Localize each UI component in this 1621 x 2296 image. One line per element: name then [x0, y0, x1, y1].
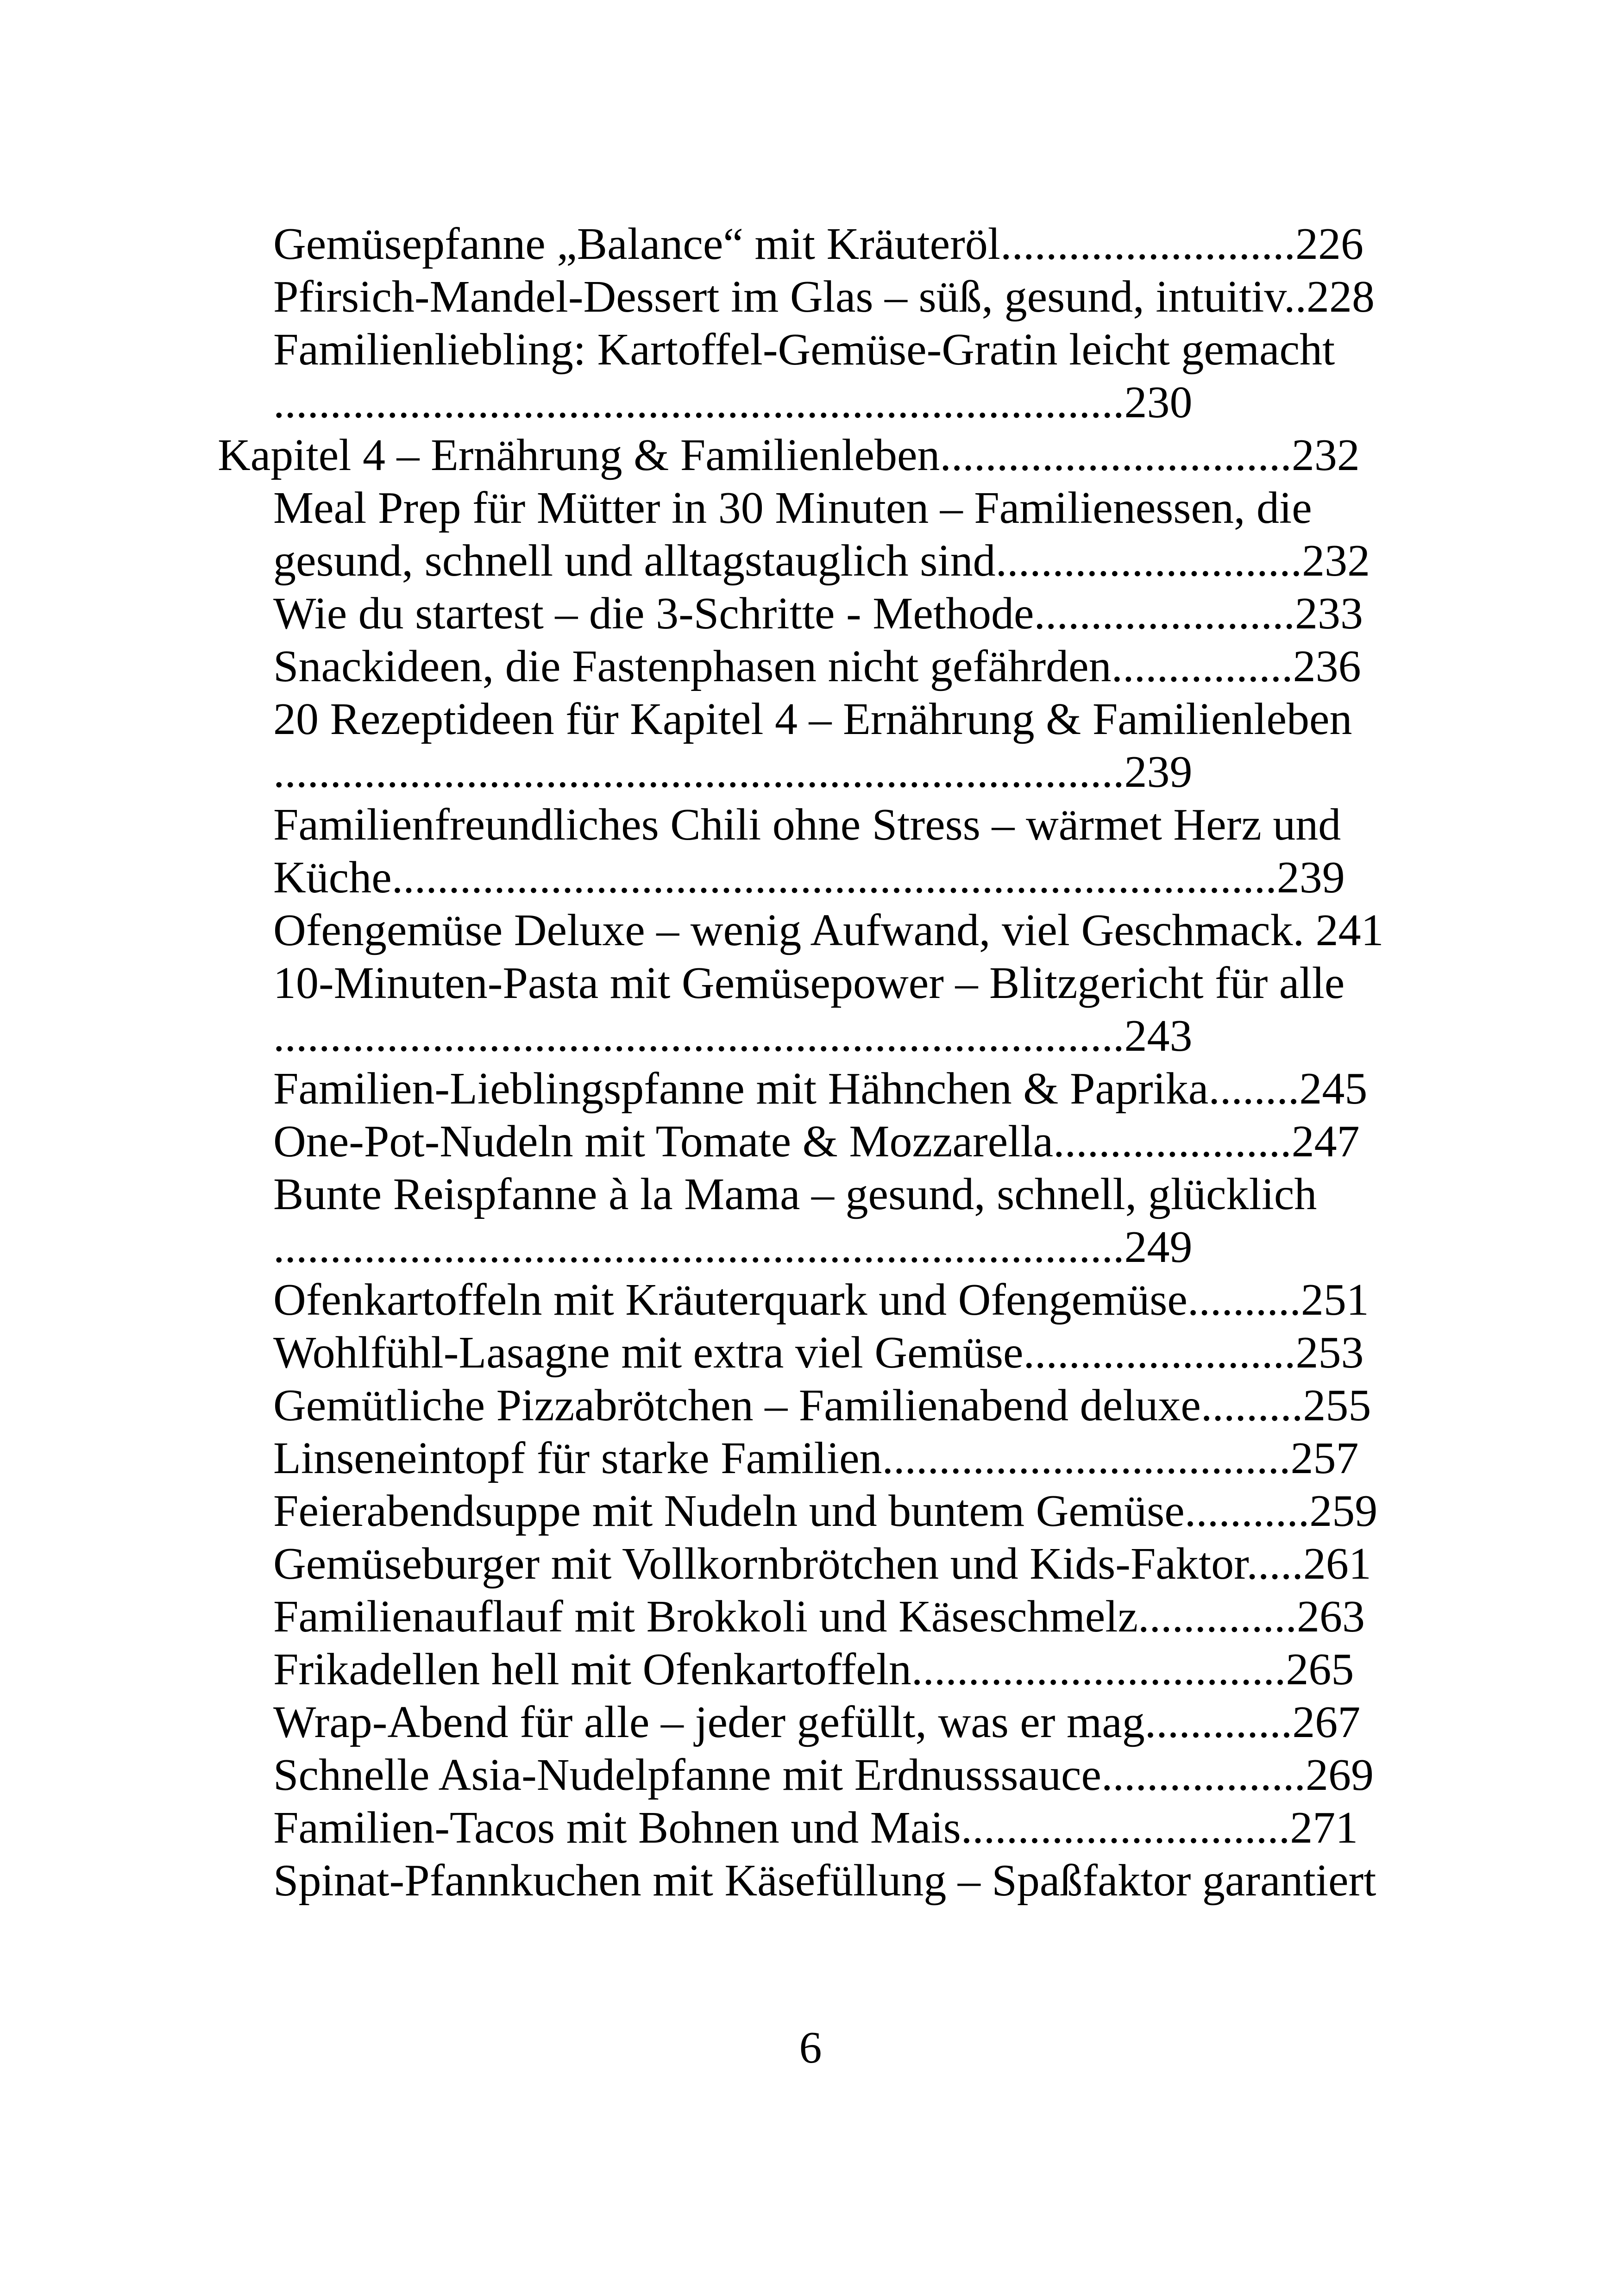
toc-entry: ...........................................................................243: [273, 1011, 1193, 1061]
toc-entry: 20 Rezeptideen für Kapitel 4 – Ernährung & Familienleben: [273, 694, 1352, 744]
toc-entry: Ofenkartoffeln mit Kräuterquark und Ofengemüse..........251: [273, 1275, 1369, 1325]
toc-entry: Familien-Lieblingspfanne mit Hähnchen & Paprika........245: [273, 1064, 1368, 1114]
toc-entry: Familien-Tacos mit Bohnen und Mais.............................271: [273, 1803, 1358, 1853]
toc-entry: Schnelle Asia-Nudelpfanne mit Erdnusssauce..................269: [273, 1750, 1374, 1800]
toc-entry: Spinat-Pfannkuchen mit Käsefüllung – Spaßfaktor garantiert: [273, 1856, 1376, 1906]
toc-entry: Gemütliche Pizzabrötchen – Familienabend deluxe.........255: [273, 1380, 1371, 1430]
toc-entry: Wie du startest – die 3-Schritte - Methode.......................233: [273, 589, 1363, 639]
toc-entry: Snackideen, die Fastenphasen nicht gefährden................236: [273, 641, 1361, 691]
toc-entry: One-Pot-Nudeln mit Tomate & Mozzarella.....................247: [273, 1117, 1360, 1167]
toc-entry: ...........................................................................249: [273, 1222, 1193, 1272]
toc-entry: Ofengemüse Deluxe – wenig Aufwand, viel Geschmack. 241: [273, 905, 1384, 955]
toc-entry: Familienauflauf mit Brokkoli und Käseschmelz..............263: [273, 1592, 1365, 1642]
toc-entry: Familienfreundliches Chili ohne Stress – wärmet Herz und: [273, 800, 1341, 850]
toc-entry: Feierabendsuppe mit Nudeln und buntem Gemüse...........259: [273, 1486, 1378, 1536]
toc-entry: Wrap-Abend für alle – jeder gefüllt, was er mag.............267: [273, 1697, 1361, 1747]
toc-entry: ...........................................................................239: [273, 747, 1193, 797]
toc-entry: Wohlfühl-Lasagne mit extra viel Gemüse........................253: [273, 1328, 1364, 1378]
toc-entry: Küche..............................................................................239: [273, 853, 1345, 903]
toc-entry: Familienliebling: Kartoffel-Gemüse-Gratin leicht gemacht: [273, 325, 1335, 375]
toc-entry: Meal Prep für Mütter in 30 Minuten – Familienessen, die: [273, 483, 1312, 533]
toc-entry: Gemüsepfanne „Balance“ mit Kräuteröl..........................226: [273, 219, 1364, 269]
toc-entry: ...........................................................................230: [273, 377, 1193, 427]
toc-entry: Linseneintopf für starke Familien....................................257: [273, 1433, 1359, 1483]
toc-entry: gesund, schnell und alltagstauglich sind...........................232: [273, 536, 1370, 586]
toc-entry: Bunte Reispfanne à la Mama – gesund, schnell, glücklich: [273, 1169, 1317, 1219]
toc-entry: 10-Minuten-Pasta mit Gemüsepower – Blitzgericht für alle: [273, 958, 1345, 1008]
toc-entry: Frikadellen hell mit Ofenkartoffeln.................................265: [273, 1644, 1354, 1694]
page-number: 6: [799, 2023, 822, 2073]
toc-entry: Gemüseburger mit Vollkornbrötchen und Kids-Faktor.....261: [273, 1539, 1371, 1589]
toc-chapter-entry: Kapitel 4 – Ernährung & Familienleben...............................232: [218, 430, 1360, 480]
toc-entry: Pfirsich-Mandel-Dessert im Glas – süß, gesund, intuitiv..228: [273, 272, 1375, 322]
